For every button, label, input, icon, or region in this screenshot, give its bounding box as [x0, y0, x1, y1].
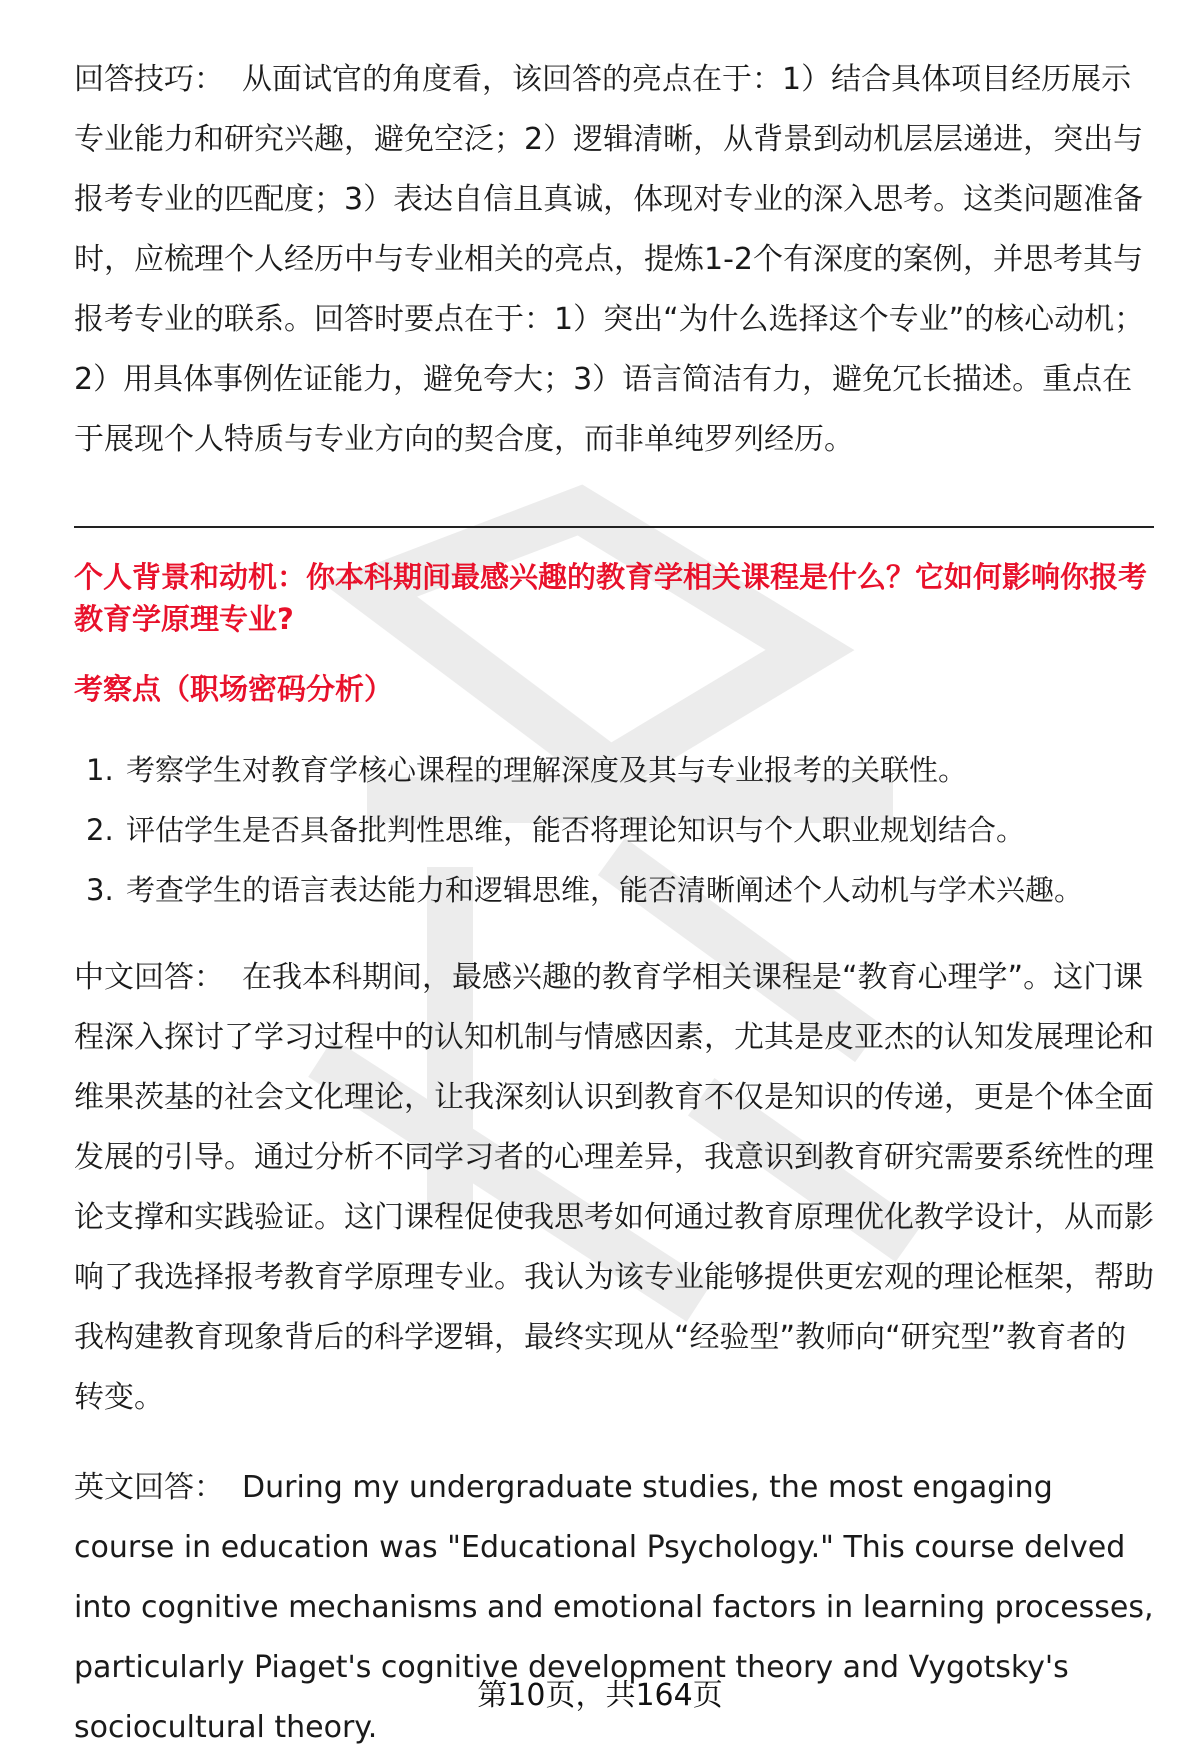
page-number-footer: 第10页，共164页: [477, 1678, 723, 1713]
question-title: 个人背景和动机：你本科期间最感兴趣的教育学相关课程是什么？它如何影响你报考教育学原理专业?: [74, 560, 1148, 636]
list-item-number: 2.: [86, 813, 114, 847]
answer-tips-text: 从面试官的角度看，该回答的亮点在于：1）结合具体项目经历展示专业能力和研究兴趣，避免空泛；2）逻辑清晰，从背景到动机层层递进，突出与报考专业的匹配度；3）表达自信且真诚，体现对专业的深入思考。这类问题准备时，应梳理个人经历中与专业相关的亮点，提炼1-2个有深度的案例，并思考其与报考专业的联系。回答时要点在于：1）突出“为什么选择这个专业”的核心动机；2）用具体事例佐证能力，避免夸大；3）语言简洁有力，避免冗长描述。重点在于展现个人特质与专业方向的契合度，而非单纯罗列经历。: [74, 62, 1145, 457]
chinese-answer-label: 中文回答：: [74, 960, 224, 995]
list-item-text: 考察学生对教育学核心课程的理解深度及其与专业报考的关联性。: [126, 753, 968, 787]
section-divider: [74, 526, 1154, 528]
assessment-points-list: [74, 740, 1154, 920]
list-item-text: 考查学生的语言表达能力和逻辑思维，能否清晰阐述个人动机与学术兴趣。: [126, 873, 1084, 907]
list-item: [74, 800, 1154, 860]
list-item: [74, 860, 1154, 920]
chinese-answer-text: 在我本科期间，最感兴趣的教育学相关课程是“教育心理学”。这门课程深入探讨了学习过程中的认知机制与情感因素，尤其是皮亚杰的认知发展理论和维果茨基的社会文化理论，让我深刻认识到教育不仅是知识的传递，更是个体全面发展的引导。通过分析不同学习者的心理差异，我意识到教育研究需要系统性的理论支撑和实践验证。这门课程促使我思考如何通过教育原理优化教学设计，从而影响了我选择报考教育学原理专业。我认为该专业能够提供更宏观的理论框架，帮助我构建教育现象背后的科学逻辑，最终实现从“经验型”教师向“研究型”教育者的转变。: [74, 960, 1154, 1415]
answer-tips-label: 回答技巧：: [74, 62, 224, 97]
english-answer-text: During my undergraduate studies, the most engaging course in education was "Educational Psychology." This course delved into cognitive mechanisms and emotional factors in learning processes, particularly Piaget's cognitive development theory and Vygotsky's sociocultural theory.: [74, 1470, 1154, 1745]
english-answer-label: 英文回答：: [74, 1470, 224, 1505]
list-item-number: 3.: [86, 873, 114, 907]
answer-tips-paragraph: [74, 50, 1154, 470]
list-item-number: 1.: [86, 753, 114, 787]
list-item: [74, 740, 1154, 800]
chinese-answer-paragraph: [74, 948, 1154, 1428]
list-item-text: 评估学生是否具备批判性思维，能否将理论知识与个人职业规划结合。: [126, 813, 1026, 847]
assessment-points-heading: 考察点（职场密码分析）: [74, 672, 394, 706]
